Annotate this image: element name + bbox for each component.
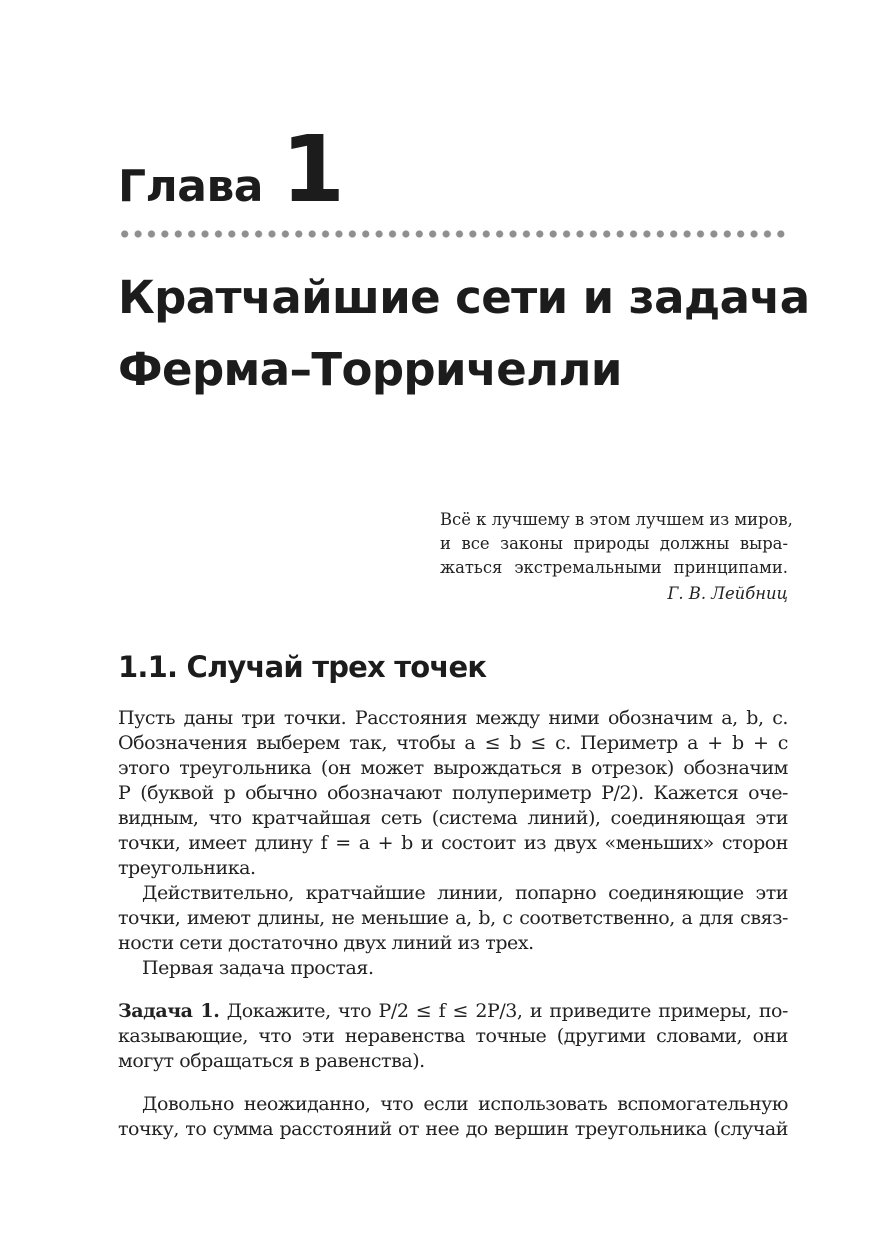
paragraph-line: Довольно неожиданно, что если использовать вспомогательную bbox=[142, 1093, 788, 1115]
paragraph-line: P (буквой p обычно обозначают полупериметр P/2). Кажется оче- bbox=[118, 782, 788, 804]
epigraph-line: и все законы природы должны выра- bbox=[440, 534, 788, 553]
paragraph-line: видным, что кратчайшая сеть (система линий), соединяющая эти bbox=[118, 807, 788, 829]
epigraph bbox=[440, 508, 793, 606]
paragraph-line: точки, имеют длины, не меньшие a, b, c соответственно, а для связ- bbox=[118, 907, 788, 929]
dotted-divider bbox=[118, 229, 788, 239]
paragraph-line: Первая задача простая. bbox=[142, 957, 374, 979]
paragraph-line: треугольника. bbox=[118, 857, 256, 879]
body-text bbox=[118, 706, 788, 1142]
chapter-title bbox=[118, 262, 818, 406]
epigraph-line: Всё к лучшему в этом лучшем из миров, bbox=[440, 510, 793, 529]
problem-text: Докажите, что P/2 ≤ f ≤ 2P/3, и приведите примеры, по- bbox=[219, 1000, 789, 1022]
chapter-title-line: Ферма–Торричелли bbox=[118, 343, 622, 396]
chapter-label: Глава bbox=[118, 161, 263, 212]
problem-line: могут обращаться в равенства). bbox=[118, 1050, 425, 1072]
paragraph-line: Пусть даны три точки. Расстояния между ними обозначим a, b, c. bbox=[118, 707, 788, 729]
paragraph-line: Действительно, кратчайшие линии, попарно соединяющие эти bbox=[142, 882, 788, 904]
problem-line bbox=[118, 999, 788, 1024]
paragraph-line: ности сети достаточно двух линий из трех. bbox=[118, 932, 534, 954]
paragraph-line: точки, имеет длину f = a + b и состоит из двух «меньших» сторон bbox=[118, 832, 788, 854]
spacer bbox=[118, 981, 788, 999]
epigraph-author: Г. В. Лейбниц bbox=[667, 584, 788, 603]
problem-line: казывающие, что эти неравенства точные (другими словами, они bbox=[118, 1025, 788, 1047]
chapter-heading bbox=[118, 116, 343, 226]
paragraph-line: точку, то сумма расстояний от нее до вершин треугольника (случай bbox=[118, 1118, 788, 1140]
paragraph-line: Обозначения выберем так, чтобы a ≤ b ≤ c. Периметр a + b + c bbox=[118, 732, 788, 754]
problem-label: Задача 1. bbox=[118, 1000, 220, 1022]
paragraph-line: этого треугольника (он может вырождаться в отрезок) обозначим bbox=[118, 757, 788, 779]
section-title: 1.1. Случай трех точек bbox=[118, 650, 487, 684]
chapter-title-line: Кратчайшие сети и задача bbox=[118, 271, 810, 324]
spacer bbox=[118, 1074, 788, 1092]
chapter-number: 1 bbox=[281, 116, 344, 223]
epigraph-line: жаться экстремальными принципами. bbox=[440, 558, 788, 577]
